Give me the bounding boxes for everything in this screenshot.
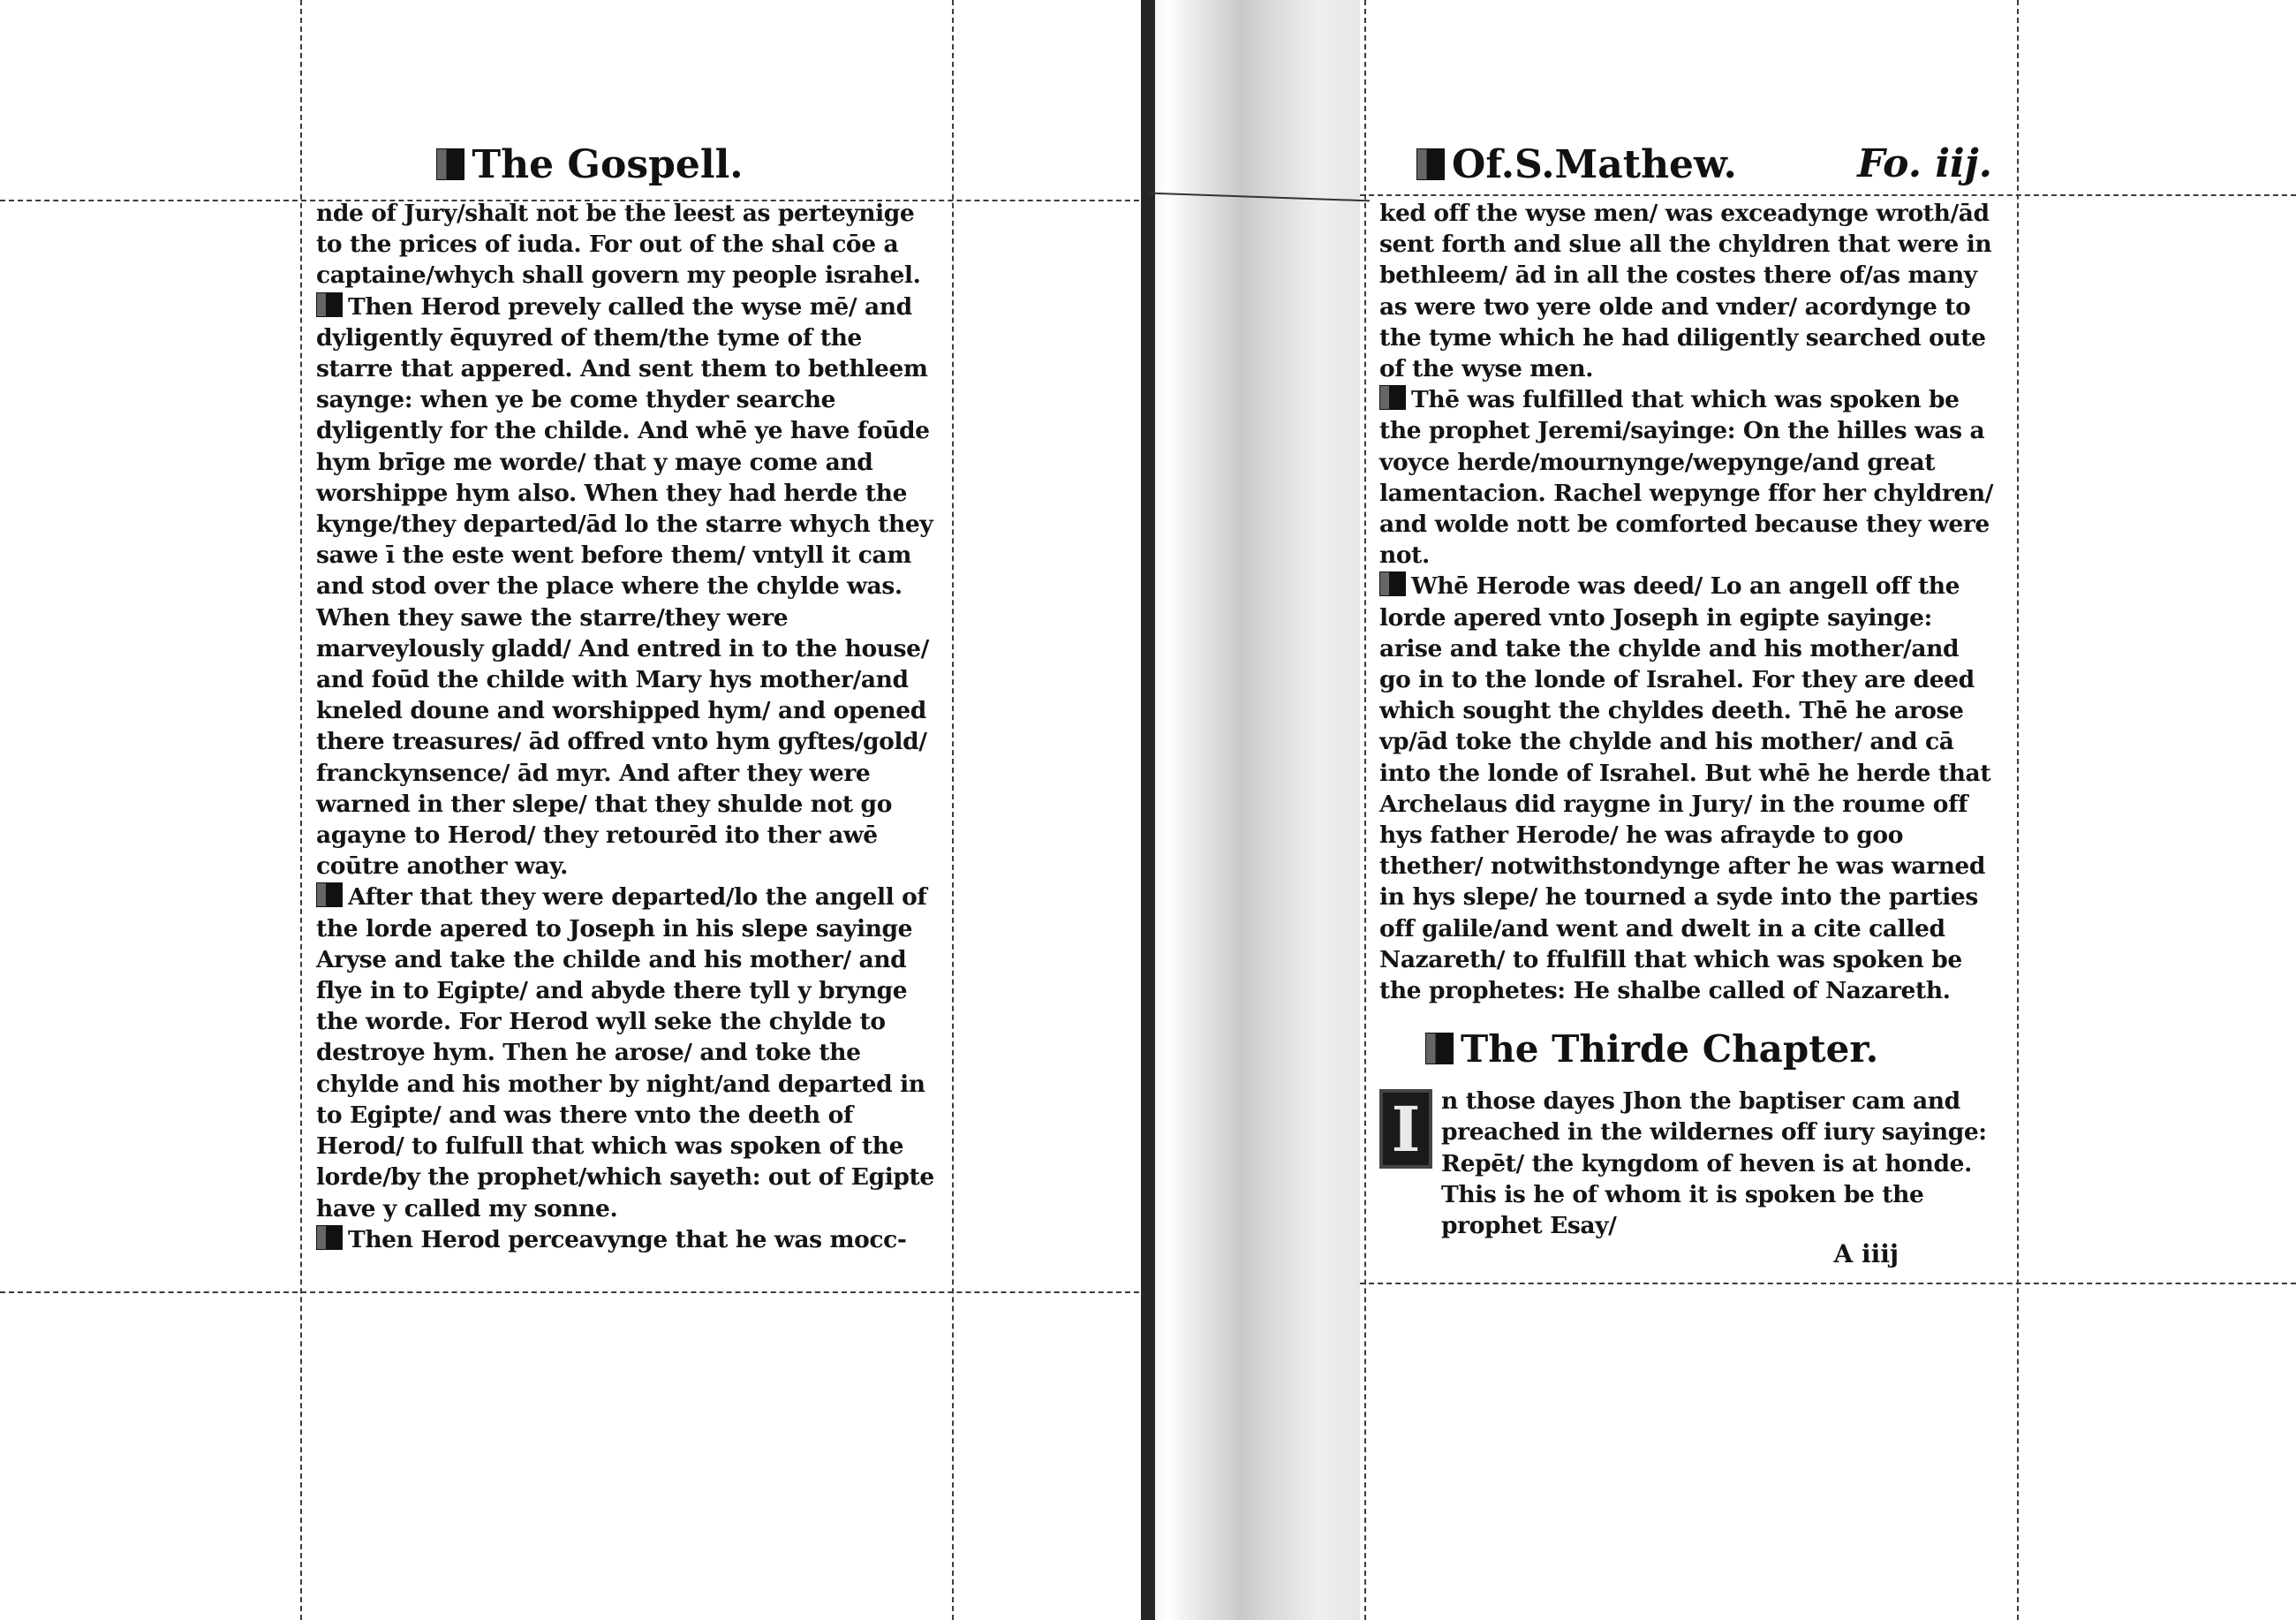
spine-shadow xyxy=(1141,0,1155,1620)
right-paragraph xyxy=(1379,198,1996,384)
chapter-body xyxy=(1379,1086,1996,1268)
crop-line-vertical-4 xyxy=(2017,0,2019,1620)
paragraph-text: Thē was fulfilled that which was spoken be the prophet Jeremi/sayinge: On the hilles was a voyce herde/mournynge/wepynge/and great lamentacion. Rachel wepynge ffor her chyldren/ and wolde nott be comforted because they were not. xyxy=(1379,386,1993,570)
paragraph-text: Whē Herode was deed/ Lo an angell off the lorde apered vnto Joseph in egipte sayinge: arise and take the chylde and his mother/and go in to the londe of Israhel. For they are deed which sought the chyldes deeth. Thē he arose vp/ād toke the chylde and his mother/ and cā into the londe of Israhel. But whē he herde that Archelaus did raygne in Jury/ in the roume off hys father Herode/ he was afrayde to goo thether/ notwithstondynge after he was warned in hys slepe/ he tourned a syde into the parties off galile/and went and dwelt in a cite called Nazareth/ to ffulfill that which was spoken be the prophetes: He shalbe called of Nazareth. xyxy=(1379,572,1991,1005)
right-running-head xyxy=(1379,132,1996,196)
left-paragraph xyxy=(316,1224,934,1255)
folio-number: Fo. iij. xyxy=(1857,141,1992,186)
right-page-text xyxy=(1379,198,1996,1006)
crop-line-vertical-1 xyxy=(300,0,302,1620)
pilcrow-icon xyxy=(1425,1033,1454,1064)
left-page-text xyxy=(316,198,934,1255)
paragraph-text: Then Herod prevely called the wyse mē/ and dyligently ēquyred of them/the tyme of the starre that appered. And sent them to bethleem saynge: when ye be come thyder searche dyligently for the childe. And whē ye have foūde hym brīge me worde/ that y maye come and worshippe hym also. When they had herde the kynge/they departed/ād lo the starre whych they sawe ī the este went before them/ vntyll it cam and stod over the place where the chylde was. When they sawe the starre/they were marveylously gladd/ And entred in to the house/ and foūd the childe with Mary hys mother/and kneled doune and worshipped hym/ and opened there treasures/ ād offred vnto hym gyftes/gold/ franckynsence/ ād myr. And after they were warned in ther slepe/ that they shulde not go agayne to Herod/ they retourēd ito ther awē coūtre another way. xyxy=(316,292,933,881)
left-paragraph xyxy=(316,198,934,291)
right-paragraph xyxy=(1379,384,1996,571)
right-running-head-text: Of.S.Mathew. xyxy=(1452,141,1737,187)
left-page xyxy=(316,132,934,1255)
pilcrow-icon xyxy=(1379,572,1406,596)
paragraph-text: nde of Jury/shalt not be the leest as perteynige to the prices of iuda. For out of the shal cōe a captaine/whych shall govern my people israhel. xyxy=(316,200,921,290)
left-paragraph xyxy=(316,291,934,882)
paragraph-text: ked off the wyse men/ was exceadynge wroth/ād sent forth and slue all the chyldren that were in bethleem/ ād in all the costes there of/as many as were two yere olde and vnder/ acordynge to the tyme which he had diligently searched oute of the wyse men. xyxy=(1379,200,1992,383)
left-paragraph xyxy=(316,882,934,1223)
left-running-head xyxy=(316,132,934,196)
paragraph-text: n those dayes Jhon the baptiser cam and preached in the wildernes off iury sayinge: Repēt/ the kyngdom of heven is at honde. This is he of whom it is spoken be the prophet Esay/ xyxy=(1441,1087,1987,1240)
pilcrow-icon xyxy=(1379,385,1406,410)
left-running-head-text: The Gospell. xyxy=(472,141,744,187)
paragraph-text: Then Herod perceavynge that he was mocc- xyxy=(348,1225,907,1253)
pilcrow-icon xyxy=(316,882,343,907)
decorated-initial: I xyxy=(1379,1089,1432,1169)
crop-line-vertical-2 xyxy=(952,0,954,1620)
signature-mark: A iiij xyxy=(1833,1239,1899,1269)
paragraph-text: After that they were departed/lo the angell of the lorde apered to Joseph in his slepe sayinge Aryse and take the childe and his mother/ and flye in to Egipte/ and abyde there tyll y brynge the worde. For Herod wyll seke the chylde to destroye hym. Then he arose/ and toke the chylde and his mother by night/and departed in to Egipte/ and was there vnto the deeth of Herod/ to fulfull that which was spoken of the lorde/by the prophet/which sayeth: out of Egipte have y called my sonne. xyxy=(316,883,934,1223)
pilcrow-icon xyxy=(436,148,464,180)
pilcrow-icon xyxy=(316,292,343,317)
right-page xyxy=(1379,132,1996,1268)
chapter-heading-text: The Thirde Chapter. xyxy=(1461,1026,1879,1071)
crop-line-bottom-left xyxy=(0,1291,1148,1293)
book-spine xyxy=(1141,0,1360,1620)
pilcrow-icon xyxy=(1416,148,1445,180)
crop-line-vertical-3 xyxy=(1364,0,1366,1620)
chapter-text xyxy=(1379,1086,1996,1241)
chapter-heading xyxy=(1379,1017,1996,1080)
pilcrow-icon xyxy=(316,1225,343,1250)
right-paragraph xyxy=(1379,571,1996,1006)
crop-line-bottom-right xyxy=(1360,1283,2296,1284)
